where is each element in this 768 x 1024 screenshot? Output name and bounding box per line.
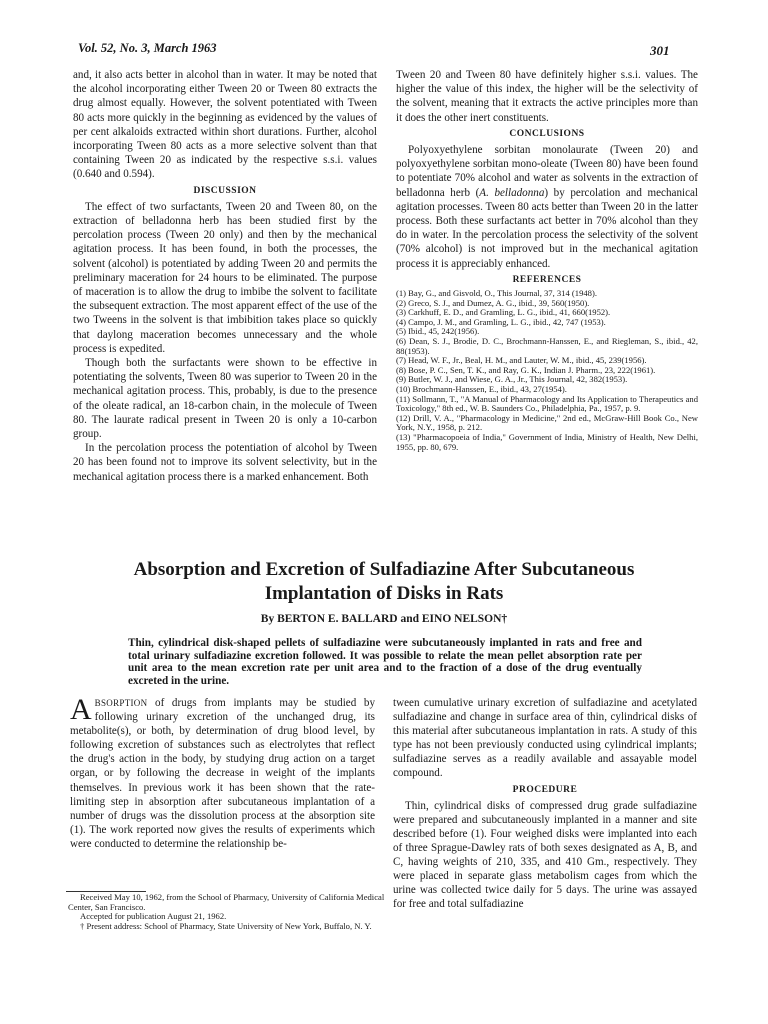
paragraph: Though both the surfactants were shown to be effective in potentiating the solvents, Tween 80 was superior to Tween 20 in the mechanical agitation process. This, probably, is due to the presence of the oleate radical, an 18-carbon chain, in the molecule of Tween 80. The laurate radical present in Tween 20 is only a 10-carbon group.: [73, 357, 377, 441]
abstract: Thin, cylindrical disk-shaped pellets of sulfadiazine were subcutaneously implanted in rats and free and total urinary sulfadiazine excretion followed. It was possible to relate the mean pellet absorption rate per unit area to the mean excretion rate per unit area and to the fraction of a dose of the drug eventually excreted in the urine.: [128, 637, 642, 687]
paragraph: [396, 143, 698, 271]
reference-item: (1) Bay, G., and Gisvold, O., This Journal, 37, 314 (1948).: [396, 288, 597, 299]
italic-species: A. belladonna: [479, 186, 545, 199]
paragraph: Thin, cylindrical disks of compressed drug grade sulfadiazine were prepared and subcutaneously implanted in a manner and site described before (1). Four weighed disks were implanted into each of three Sprague-Dawley rats of both sexes designated as A, B, and C, having weights of 210, 335, and 410 Gm., respectively. They were placed in separate glass metabolism cages from which the urine was collected twice daily for 5 days. The urine was assayed for free and total sulfadiazine: [393, 799, 697, 911]
reference-list: [396, 289, 698, 452]
reference-item: (13) "Pharmacopoeia of India," Government of India, Ministry of Health, New Delhi, 1955, pp. 80, 679.: [396, 431, 698, 452]
top-left-column: [73, 68, 377, 484]
reference-item: (5) Ibid., 45, 242(1956).: [396, 326, 480, 337]
reference-item: (2) Greco, S. J., and Dumez, A. G., ibid., 39, 560(1950).: [396, 297, 590, 308]
paragraph: In the percolation process the potentiation of alcohol by Tween 20 has been found not to improve its solvent selectivity, but in the mechanical agitation process there is a marked enhancement. Both: [73, 442, 377, 483]
article-title: [60, 558, 708, 606]
footnotes: [68, 893, 388, 931]
paragraph: and, it also acts better in alcohol than in water. It may be noted that the alcohol incorporating either Tween 20 or Tween 80 extracts the drug almost equally. However, the solvent potentiated with Tween 80 acts more quickly in the beginning as evidenced by the values of per cent alkaloids extracted within short durations. Further, alcohol incorporating Tween 80 acts as a more selective solvent than that containing Tween 20 as indicated by the respective s.s.i. values (0.640 and 0.594).: [73, 69, 377, 181]
reference-item: (11) Sollmann, T., "A Manual of Pharmacology and Its Application to Therapeutics and Toxicology," 8th ed., W. B. Saunders Co., Philadelphia, Pa., 1957, p. 9.: [396, 393, 698, 414]
page-number: 301: [650, 43, 670, 58]
conclusions-heading: CONCLUSIONS: [509, 128, 585, 139]
reference-item: (7) Head, W. F., Jr., Beal, H. M., and Lauter, W. M., ibid., 45, 239(1956).: [396, 355, 647, 366]
text-span: Polyoxyethylene sorbitan monolaurate (Tween 20) and polyoxyethylene sorbitan mono-oleate (Tween 80) have been found to potentiate 70% alcohol and water as solvents in the extraction of belladonna herb (: [396, 144, 698, 199]
running-header: Vol. 52, No. 3, March 1963: [78, 41, 217, 55]
footnote: Received May 10, 1962, from the School of Pharmacy, University of California Medical Center, San Francisco.: [68, 892, 385, 912]
references-heading: REFERENCES: [512, 274, 582, 285]
reference-item: (3) Carkhuff, E. D., and Gramling, L. G., ibid., 41, 660(1952).: [396, 307, 611, 318]
reference-item: (6) Dean, S. J., Brodie, D. C., Brochmann-Hanssen, E., and Riegleman, S., ibid., 42, 88(1953).: [396, 336, 698, 356]
reference-item: (8) Bose, P. C., Sen, T. K., and Ray, G. K., Indian J. Pharm., 23, 222(1961).: [396, 364, 656, 375]
paragraph: tween cumulative urinary excretion of sulfadiazine and acetylated sulfadiazine and change in surface area of thin, cylindrical disks of this material after subcutaneous implantation in rats. A study of this type has not been previously conducted using cylindrical implants; sulfadiazine serves as a readily available and assayable model compound.: [393, 697, 697, 780]
bottom-right-column: [393, 696, 697, 911]
byline: By BERTON E. BALLARD and EINO NELSON†: [260, 613, 508, 625]
paragraph: Tween 20 and Tween 80 have definitely higher s.s.i. values. The higher the value of this index, the higher will be the selectivity of the solvent, meaning that it extracts the active principles more than it does the other inert constituents.: [396, 69, 698, 124]
title-line: Absorption and Excretion of Sulfadiazine After Subcutaneous: [133, 559, 635, 580]
text-span: of drugs from implants may be studied by following urinary excretion of the unchanged drug, its metabolite(s), or both, by determination of drug blood level, by following excretion of substances such as electrolytes that reflect the drug's action in the body, by studying drug action on a target organ, or by following the decrease in weight of the implants themselves. In previous work it has been shown that the rate-limiting step in absorption after subcutaneous implantation of a number of drugs was the dissolution process at the absorption site (1). The work reported now gives the results of experiments which were conducted to determine the relationship be-: [70, 697, 375, 850]
reference-item: (10) Brochmann-Hanssen, E., ibid., 43, 27(1954).: [396, 383, 567, 394]
title-line: Implantation of Disks in Rats: [264, 583, 504, 604]
discussion-heading: DISCUSSION: [193, 185, 257, 196]
paragraph: The effect of two surfactants, Tween 20 and Tween 80, on the extraction of belladonna herb has been studied first by the percolation process (Tween 20 only) and then by the mechanical agitation process. It has been found, in both the processes, the solvent (alcohol) is potentiated by adding Tween 20 and permits the preliminary maceration for 24 hours to be eliminated. The purpose of maceration is to allow the drug to imbibe the solvent to facilitate the subsequent extraction. The most apparent effect of the use of the two Tweens in the solvent is that imbibition takes place so quickly that daylong maceration becomes unnecessary and the whole process is expedited.: [73, 200, 377, 355]
intro-paragraph: [70, 693, 375, 851]
procedure-heading: PROCEDURE: [512, 784, 578, 795]
bottom-left-column: [70, 693, 375, 851]
reference-item: (4) Campo, J. M., and Gramling, L. G., ibid., 42, 747 (1953).: [396, 316, 606, 327]
footnote: Accepted for publication August 21, 1962.: [80, 911, 227, 922]
drop-cap: A: [70, 693, 92, 726]
text-span: ) by percolation and mechanical agitation processes. Tween 80 acts better than Tween 20 in the latter process. Both these surfactants act better in 70% alcohol than they do in water. In the percolation process the selectivity of the solvent (70% alcohol) is not improved but in the mechanical agitation process it is appreciably enhanced.: [396, 186, 699, 270]
top-right-column: [396, 68, 698, 452]
footnote: † Present address: School of Pharmacy, State University of New York, Buffalo, N. Y.: [80, 920, 372, 931]
reference-item: (9) Butler, W. J., and Wiese, G. A., Jr., This Journal, 42, 382(1953).: [396, 374, 628, 385]
small-caps-word: BSORPTION: [94, 698, 148, 708]
reference-item: (12) Drill, V. A., "Pharmacology in Medicine," 2nd ed., McGraw-Hill Book Co., New York, N.Y., 1958, p. 212.: [396, 412, 698, 433]
